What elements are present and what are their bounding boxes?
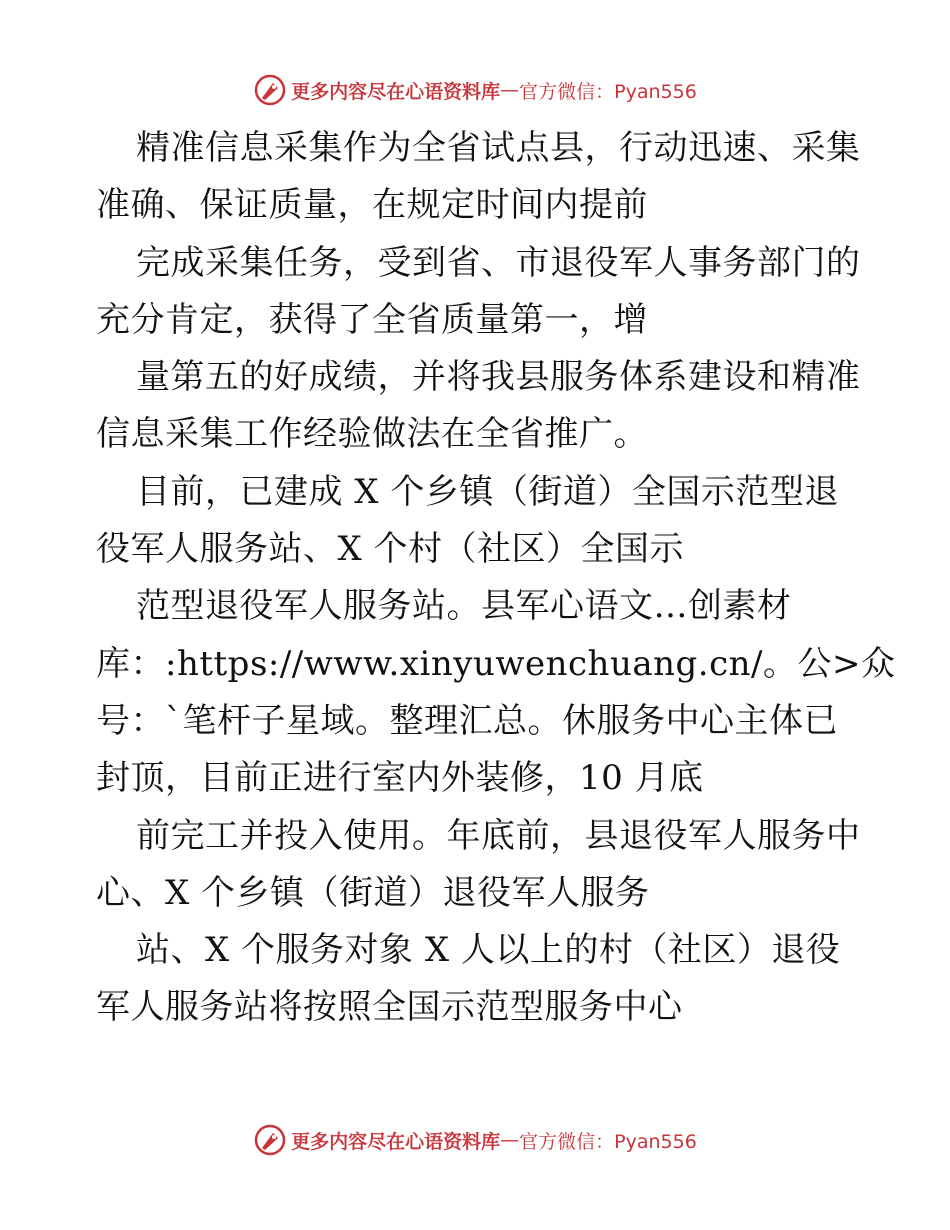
pen-nib-logo-icon xyxy=(253,1123,287,1157)
text-line: 准确、保证质量，在规定时间内提前 xyxy=(96,185,648,226)
text-line: 军人服务站将按照全国示范型服务中心 xyxy=(96,987,683,1028)
text-line: 信息采集工作经验做法在全省推广。 xyxy=(96,414,648,455)
watermark-dash: — xyxy=(500,79,520,101)
document-body xyxy=(96,120,896,1037)
text-line: 封顶，目前正进行室内外装修，10 月底 xyxy=(96,758,704,799)
text-line: 完成采集任务，受到省、市退役军人事务部门的 xyxy=(136,242,861,283)
watermark-banner-bottom xyxy=(0,1120,950,1160)
text-line: 范型退役军人服务站。县军心语文…创素材 xyxy=(136,586,792,627)
watermark-text: 更多内容尽在心语资料库 xyxy=(291,1130,501,1153)
pen-nib-logo-icon xyxy=(253,73,287,107)
text-line: 心、X 个乡镇（街道）退役军人服务 xyxy=(96,872,650,913)
text-line: 站、X 个服务对象 X 人以上的村（社区）退役 xyxy=(136,930,841,971)
text-line: 库：:https://www.xinyuwenchuang.cn/。公>众 xyxy=(96,643,896,684)
text-line: 前完工并投入使用。年底前，县退役军人服务中 xyxy=(136,815,861,856)
text-line: 号：`笔杆子星域。整理汇总。休服务中心主体已 xyxy=(96,700,838,741)
watermark-dash: — xyxy=(500,1129,520,1151)
watermark-text: 更多内容尽在心语资料库 xyxy=(291,80,501,103)
text-line: 精准信息采集作为全省试点县，行动迅速、采集 xyxy=(136,128,861,168)
watermark-account: 官方微信：Pyan556 xyxy=(519,80,697,103)
text-line: 量第五的好成绩，并将我县服务体系建设和精准 xyxy=(136,357,861,398)
watermark-banner-top xyxy=(0,70,950,110)
text-line: 役军人服务站、X 个村（社区）全国示 xyxy=(96,529,685,570)
text-line: 充分肯定，获得了全省质量第一，增 xyxy=(96,299,648,340)
text-line: 目前，已建成 X 个乡镇（街道）全国示范型退 xyxy=(136,471,839,512)
watermark-account: 官方微信：Pyan556 xyxy=(519,1130,697,1153)
